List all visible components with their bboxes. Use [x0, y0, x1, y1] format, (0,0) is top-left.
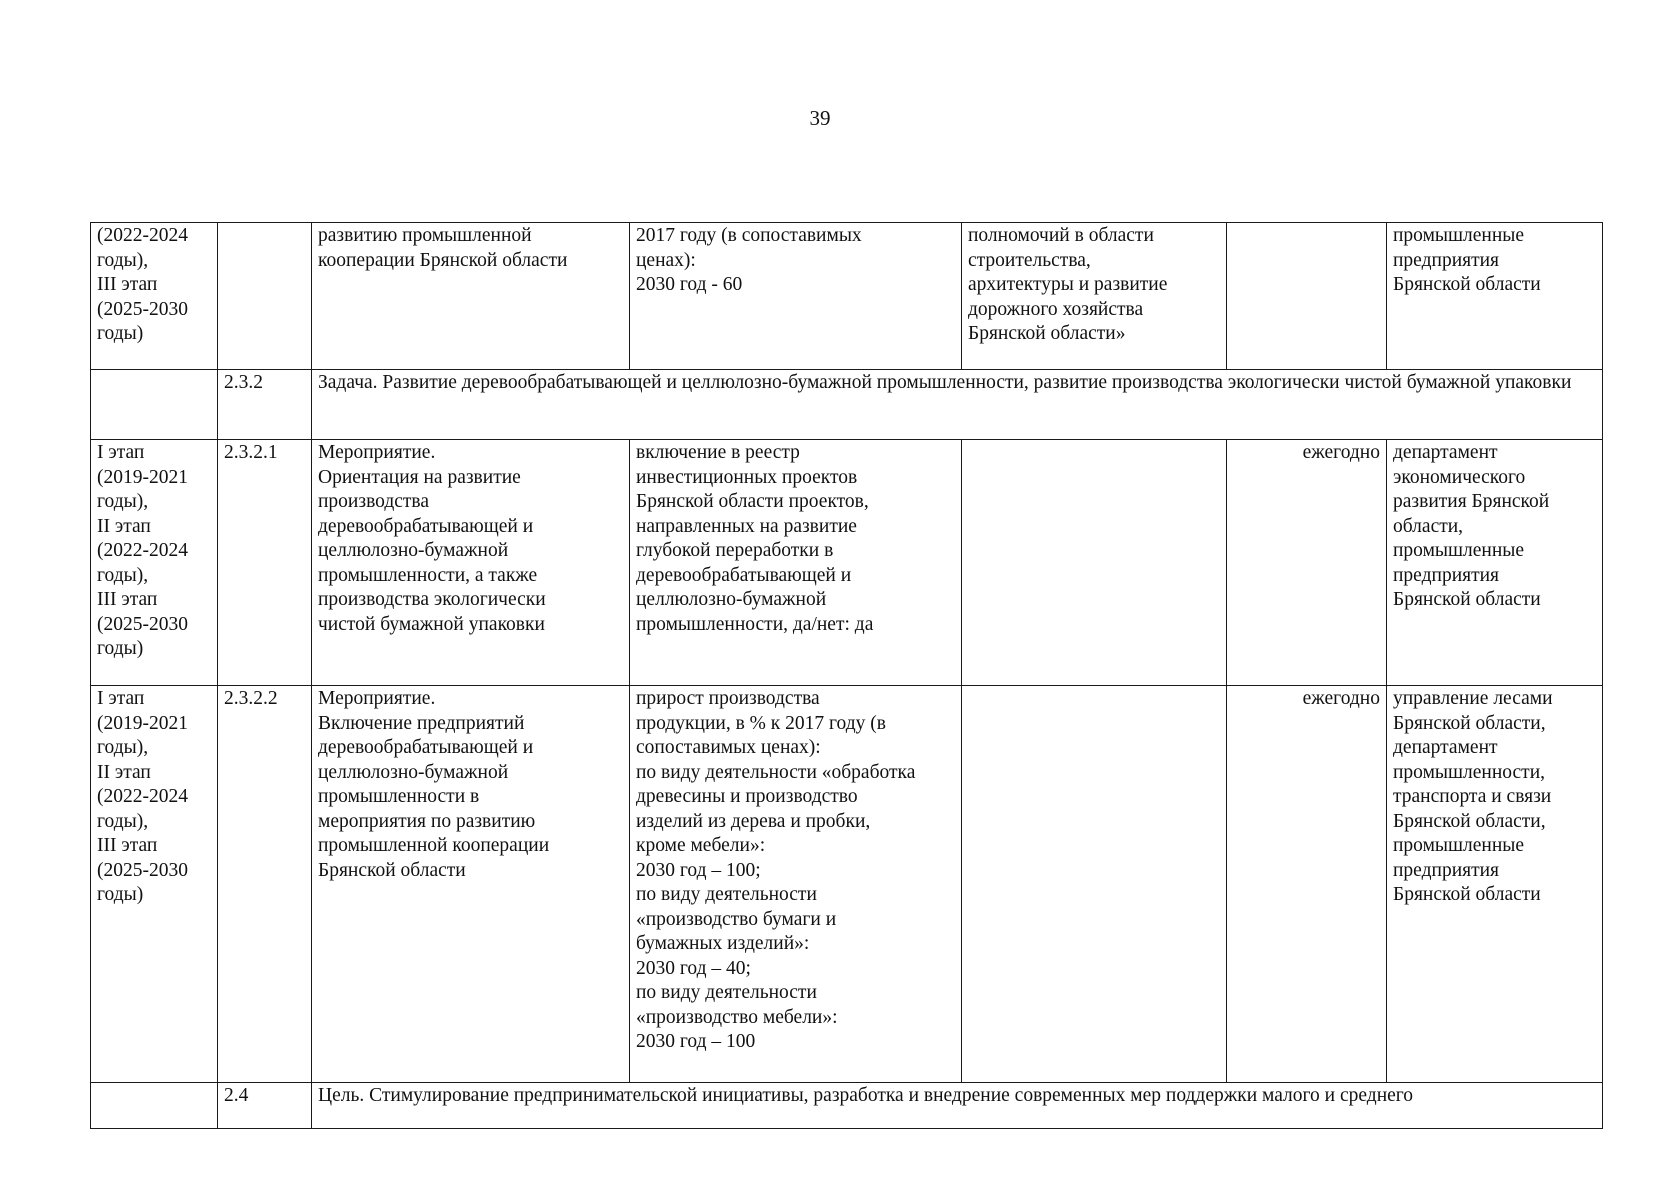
table-row	[91, 686, 1603, 1083]
program-table	[90, 222, 1603, 1129]
table-row	[91, 223, 1603, 370]
cell-stage: (2022-2024 годы), III этап (2025-2030 годы)	[91, 223, 218, 370]
table-row	[91, 370, 1603, 440]
cell-program: полномочий в области строительства, архитектуры и развитие дорожного хозяйства Брянской области»	[962, 223, 1227, 370]
cell-stage	[91, 1083, 218, 1129]
task-heading: Задача. Развитие деревообрабатывающей и целлюлозно-бумажной промышленности, развитие производства экологически чистой бумажной упаковки	[312, 370, 1603, 440]
cell-stage: I этап (2019-2021 годы), II этап (2022-2024 годы), III этап (2025-2030 годы)	[91, 440, 218, 686]
cell-indicator: 2017 году (в сопоставимых ценах): 2030 год - 60	[630, 223, 962, 370]
cell-indicator: прирост производства продукции, в % к 2017 году (в сопоставимых ценах): по виду деятельности «обработка древесины и производство изделий из дерева и пробки, кроме мебели»: 2030 год – 100; по виду деятельности «производство бумаги и бумажных изделий»: 2030 год – 40; по виду деятельности «производство мебели»: 2030 год – 100	[630, 686, 962, 1083]
cell-term	[1227, 223, 1387, 370]
cell-code: 2.3.2.2	[218, 686, 312, 1083]
cell-stage: I этап (2019-2021 годы), II этап (2022-2024 годы), III этап (2025-2030 годы)	[91, 686, 218, 1083]
cell-program	[962, 440, 1227, 686]
cell-activity: развитию промышленной кооперации Брянской области	[312, 223, 630, 370]
cell-program	[962, 686, 1227, 1083]
page-number: 39	[809, 106, 831, 130]
cell-code	[218, 223, 312, 370]
cell-stage	[91, 370, 218, 440]
cell-code: 2.4	[218, 1083, 312, 1129]
goal-heading: Цель. Стимулирование предпринимательской инициативы, разработка и внедрение современных мер поддержки малого и среднего	[312, 1083, 1603, 1129]
cell-activity: Мероприятие. Включение предприятий деревообрабатывающей и целлюлозно-бумажной промышленности в мероприятия по развитию промышленной кооперации Брянской области	[312, 686, 630, 1083]
table-row	[91, 440, 1603, 686]
cell-activity: Мероприятие. Ориентация на развитие производства деревообрабатывающей и целлюлозно-бумажной промышленности, а также производства экологически чистой бумажной упаковки	[312, 440, 630, 686]
cell-term: ежегодно	[1227, 440, 1387, 686]
cell-code: 2.3.2	[218, 370, 312, 440]
cell-responsible: управление лесами Брянской области, департамент промышленности, транспорта и связи Брянской области, промышленные предприятия Брянской области	[1387, 686, 1603, 1083]
cell-indicator: включение в реестр инвестиционных проектов Брянской области проектов, направленных на развитие глубокой переработки в деревообрабатывающей и целлюлозно-бумажной промышленности, да/нет: да	[630, 440, 962, 686]
cell-responsible: департамент экономического развития Брянской области, промышленные предприятия Брянской области	[1387, 440, 1603, 686]
table-row	[91, 1083, 1603, 1129]
cell-code: 2.3.2.1	[218, 440, 312, 686]
cell-responsible: промышленные предприятия Брянской области	[1387, 223, 1603, 370]
cell-term: ежегодно	[1227, 686, 1387, 1083]
